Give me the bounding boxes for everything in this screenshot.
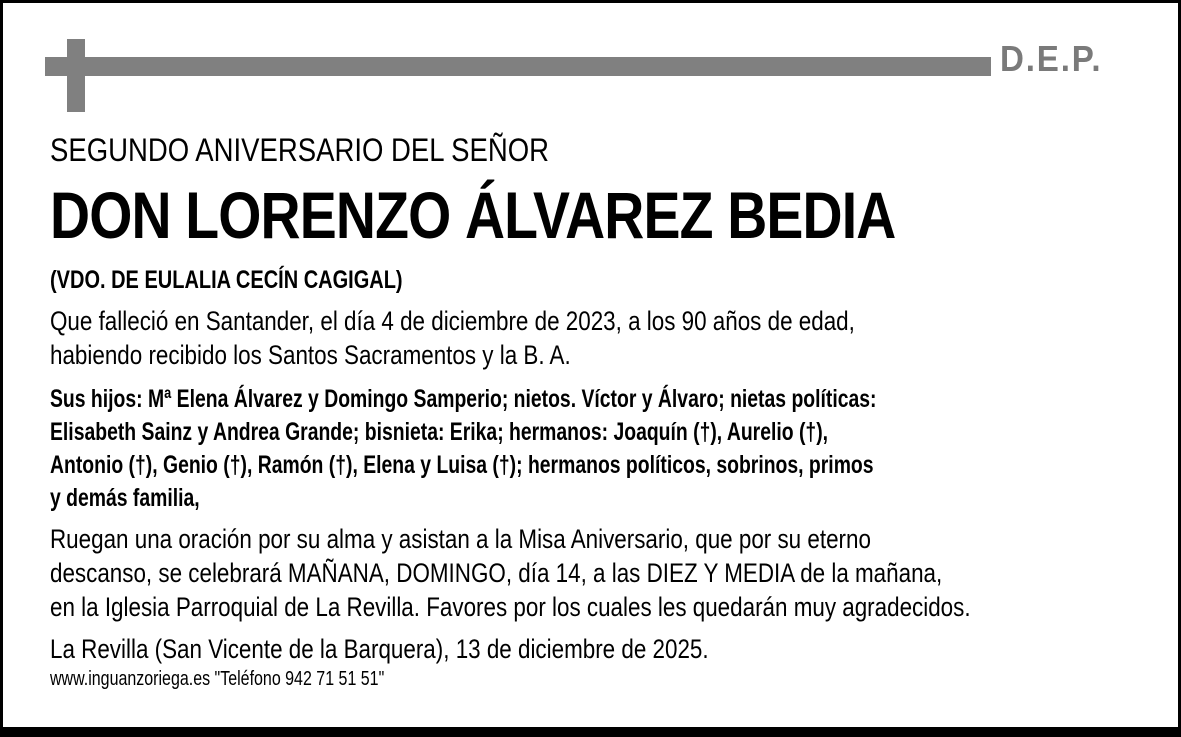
cross-icon-arm	[45, 57, 102, 76]
header-rule	[99, 57, 991, 76]
family-line: y demás familia,	[50, 484, 200, 512]
mass-request-line: Ruegan una oración por su alma y asistan a la Misa Aniversario, que por su eterno	[50, 524, 871, 554]
dep-label: D.E.P.	[1000, 38, 1103, 79]
place-date: La Revilla (San Vicente de la Barquera), 13 de diciembre de 2025.	[50, 634, 709, 664]
family-line: Sus hijos: Mª Elena Álvarez y Domingo Samperio; nietos. Víctor y Álvaro; nietas políticas:	[50, 385, 877, 413]
death-info-line: habiendo recibido los Santos Sacramentos y la B. A.	[50, 340, 571, 370]
subtitle: SEGUNDO ANIVERSARIO DEL SEÑOR	[50, 132, 550, 168]
family-line: Elisabeth Sainz y Andrea Grande; bisnieta: Erika; hermanos: Joaquín (†), Aurelio (†),	[50, 418, 829, 446]
contact-info: www.inguanzoriega.es "Teléfono 942 71 51 51"	[50, 668, 385, 690]
mass-request-line: descanso, se celebrará MAÑANA, DOMINGO, día 14, a las DIEZ Y MEDIA de la mañana,	[50, 558, 943, 588]
widower-of: (VDO. DE EULALIA CECÍN CAGIGAL)	[50, 266, 403, 294]
family-line: Antonio (†), Genio (†), Ramón (†), Elena y Luisa (†); hermanos políticos, sobrinos, primos	[50, 451, 874, 479]
death-info-line: Que falleció en Santander, el día 4 de diciembre de 2023, a los 90 años de edad,	[50, 306, 855, 336]
mass-request-line: en la Iglesia Parroquial de La Revilla. Favores por los cuales les quedarán muy agradecidos.	[50, 592, 971, 622]
deceased-name: DON LORENZO ÁLVAREZ BEDIA	[50, 178, 896, 252]
